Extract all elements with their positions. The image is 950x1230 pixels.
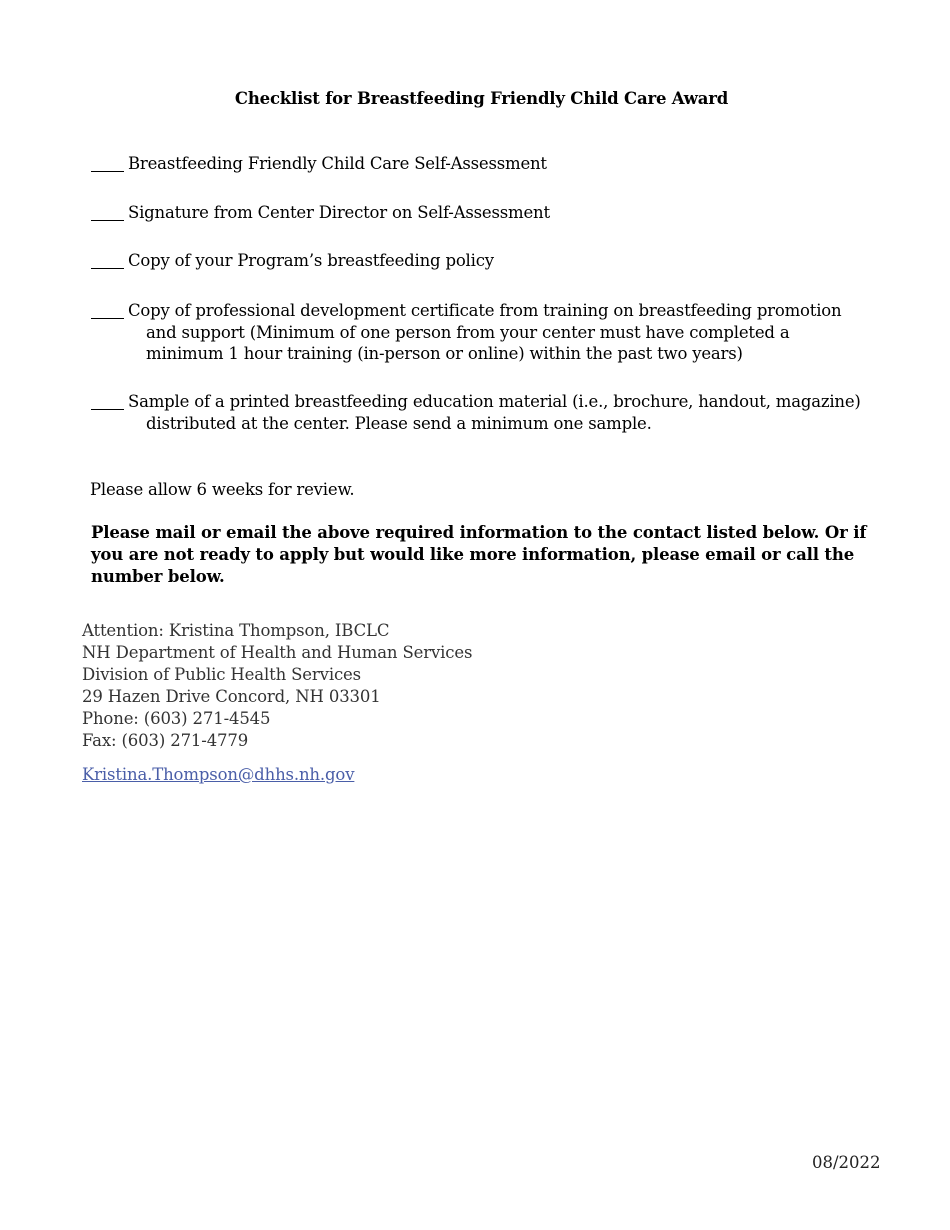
- contact-address: 29 Hazen Drive Concord, NH 03301: [82, 687, 381, 706]
- contact-department: NH Department of Health and Human Services: [82, 643, 473, 662]
- checkbox-blank-line: [91, 268, 124, 269]
- contact-attention: Attention: Kristina Thompson, IBCLC: [82, 621, 390, 640]
- checklist-item-education-sample: [91, 391, 871, 434]
- checkbox-blank-line: [91, 318, 124, 319]
- contact-email-link[interactable]: Kristina.Thompson@dhhs.nh.gov: [82, 765, 355, 784]
- contact-block: [82, 620, 472, 752]
- checklist-item-label: Copy of your Program’s breastfeeding policy: [128, 251, 494, 270]
- checklist-item-training-certificate: [91, 300, 871, 365]
- contact-fax: Fax: (603) 271-4779: [82, 731, 249, 750]
- checklist-item-label: Signature from Center Director on Self-Assessment: [128, 203, 550, 222]
- page-title: Checklist for Breastfeeding Friendly Child Care Award: [234, 89, 729, 108]
- checklist-item-label: Sample of a printed breastfeeding education material (i.e., brochure, handout, magazine) distributed at the center. Please send a minimum one sample.: [128, 392, 861, 433]
- checklist-item-label: Copy of professional development certificate from training on breastfeeding promotion and support (Minimum of one person from your center must have completed a minimum 1 hour training (in-person or online) within the past two years): [128, 301, 842, 363]
- contact-phone: Phone: (603) 271-4545: [82, 709, 271, 728]
- review-note: Please allow 6 weeks for review.: [90, 480, 355, 499]
- checklist-item-policy: [91, 250, 494, 272]
- checklist-item-self-assessment: [91, 153, 547, 175]
- contact-division: Division of Public Health Services: [82, 665, 361, 684]
- checkbox-blank-line: [91, 220, 124, 221]
- checklist-item-director-signature: [91, 202, 550, 224]
- checkbox-blank-line: [91, 171, 124, 172]
- footer-date: 08/2022: [812, 1153, 881, 1172]
- checkbox-blank-line: [91, 409, 124, 410]
- checklist-item-label: Breastfeeding Friendly Child Care Self-Assessment: [128, 154, 547, 173]
- instructions-paragraph: Please mail or email the above required information to the contact listed below. Or if you are not ready to apply but would like more information, please email or call the number below.: [91, 523, 867, 586]
